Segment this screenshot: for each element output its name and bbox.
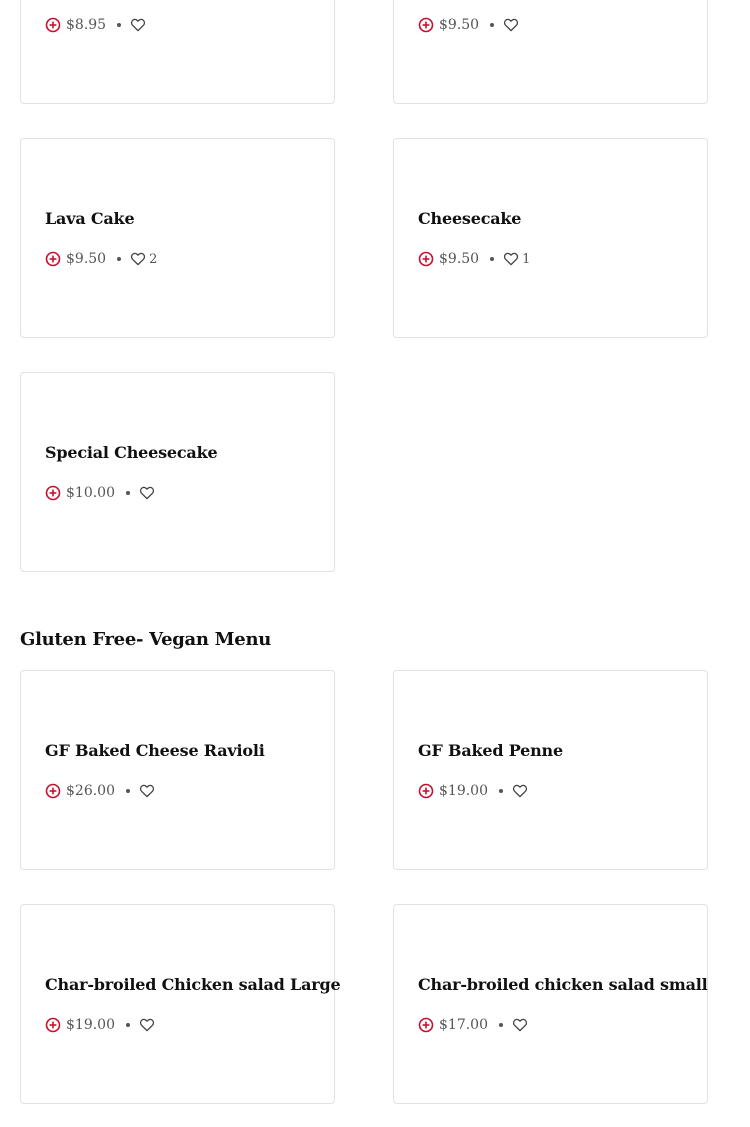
menu-item-name: GF Baked Penne [418, 741, 563, 760]
menu-item-meta [418, 15, 519, 35]
like-button[interactable] [503, 251, 530, 267]
heart-outline-icon [130, 251, 146, 267]
section-title: Gluten Free- Vegan Menu [20, 629, 272, 650]
menu-item-name: Lava Cake [45, 209, 135, 228]
separator-dot [126, 789, 130, 793]
like-button[interactable] [139, 783, 155, 799]
separator-dot [117, 257, 121, 261]
menu-item-name: Char-broiled Chicken salad Large [45, 975, 341, 994]
heart-outline-icon [130, 17, 146, 33]
circle-plus-icon[interactable] [45, 485, 61, 501]
menu-item-card[interactable] [20, 138, 335, 338]
menu-item-price: $9.50 [439, 17, 480, 33]
like-button[interactable] [130, 17, 146, 33]
like-count: 1 [522, 251, 531, 267]
menu-item-price: $9.50 [66, 251, 107, 267]
menu-item-card[interactable] [393, 670, 708, 870]
menu-item-name: Special Cheesecake [45, 443, 218, 462]
like-button[interactable] [503, 17, 519, 33]
separator-dot [490, 23, 494, 27]
menu-item-name: Char-broiled chicken salad small [418, 975, 708, 994]
like-count: 2 [149, 251, 158, 267]
circle-plus-icon[interactable] [45, 783, 61, 799]
menu-item-card[interactable] [20, 372, 335, 572]
menu-item-card[interactable] [393, 904, 708, 1104]
menu-item-meta [418, 781, 528, 801]
heart-outline-icon [139, 485, 155, 501]
circle-plus-icon[interactable] [418, 1017, 434, 1033]
menu-item-name: GF Baked Cheese Ravioli [45, 741, 265, 760]
separator-dot [499, 1023, 503, 1027]
heart-outline-icon [512, 783, 528, 799]
like-button[interactable] [139, 1017, 155, 1033]
circle-plus-icon[interactable] [45, 1017, 61, 1033]
menu-item-price: $19.00 [66, 1017, 115, 1033]
separator-dot [490, 257, 494, 261]
menu-item-name: Cheesecake [418, 209, 522, 228]
separator-dot [499, 789, 503, 793]
menu-item-meta [45, 249, 157, 269]
menu-item-meta [45, 781, 155, 801]
heart-outline-icon [139, 783, 155, 799]
menu-item-price: $17.00 [439, 1017, 488, 1033]
menu-item-meta [45, 15, 146, 35]
circle-plus-icon[interactable] [418, 783, 434, 799]
menu-item-meta [45, 483, 155, 503]
separator-dot [126, 1023, 130, 1027]
menu-item-price: $19.00 [439, 783, 488, 799]
heart-outline-icon [512, 1017, 528, 1033]
menu-item-price: $10.00 [66, 485, 115, 501]
menu-item-meta [418, 1015, 528, 1035]
menu-item-price: $8.95 [66, 17, 107, 33]
circle-plus-icon[interactable] [418, 17, 434, 33]
separator-dot [117, 23, 121, 27]
menu-item-card[interactable] [20, 670, 335, 870]
separator-dot [126, 491, 130, 495]
heart-outline-icon [503, 17, 519, 33]
menu-item-price: $9.50 [439, 251, 480, 267]
heart-outline-icon [139, 1017, 155, 1033]
menu-item-card[interactable] [393, 0, 708, 104]
like-button[interactable] [512, 1017, 528, 1033]
circle-plus-icon[interactable] [45, 17, 61, 33]
circle-plus-icon[interactable] [45, 251, 61, 267]
like-button[interactable] [139, 485, 155, 501]
circle-plus-icon[interactable] [418, 251, 434, 267]
menu-item-card[interactable] [20, 904, 341, 1104]
menu-item-card[interactable] [20, 0, 335, 104]
like-button[interactable] [512, 783, 528, 799]
heart-outline-icon [503, 251, 519, 267]
menu-item-card[interactable] [393, 138, 708, 338]
menu-item-price: $26.00 [66, 783, 115, 799]
menu-item-meta [45, 1015, 155, 1035]
like-button[interactable] [130, 251, 157, 267]
menu-item-meta [418, 249, 530, 269]
